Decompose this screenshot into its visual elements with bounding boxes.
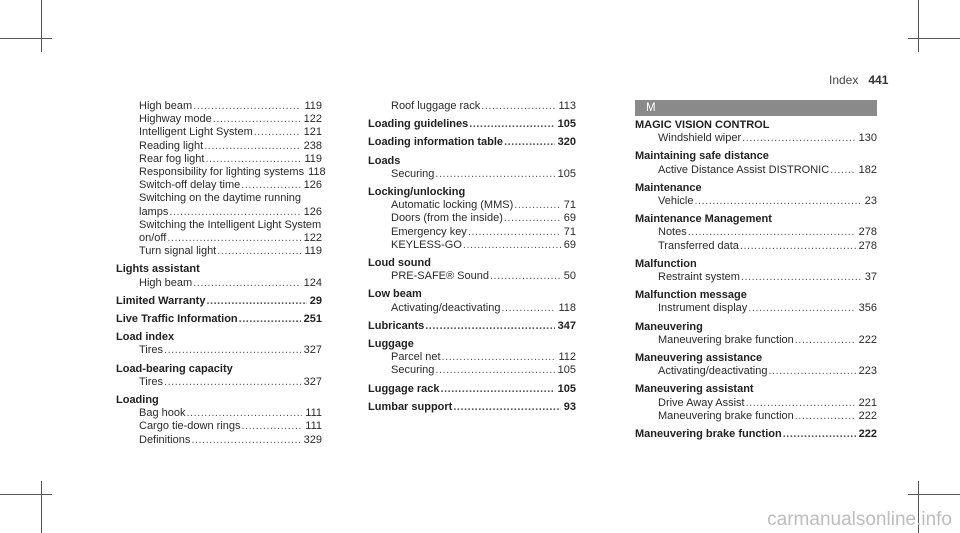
page-reference: 130 [858,132,877,145]
index-heading: Loads [368,154,401,167]
index-heading: Malfunction message [635,289,747,302]
page-reference: 118 [558,301,576,314]
index-heading: Maintenance Management [635,213,772,226]
page-reference: 50 [563,270,576,283]
crop-mark [908,494,960,495]
index-heading: Maintenance [635,181,702,194]
index-subentry[interactable] [116,245,322,258]
index-heading: Load-bearing capacity [116,362,233,375]
page-reference: 126 [303,179,322,192]
page-reference: 105 [557,167,576,180]
entry-term: Lumbar support [368,400,453,413]
dot-leader [242,420,303,433]
crop-mark [908,38,960,39]
index-subentry[interactable] [635,334,877,347]
page-number: 441 [868,73,889,87]
entry-term: Responsibility for lighting systems [139,166,305,179]
page-reference: 327 [303,375,322,388]
watermark: carmanualsonline.info [767,509,952,530]
page-reference: 356 [858,302,877,315]
dot-leader [191,434,300,447]
dot-leader [193,277,300,290]
entry-term: Loading guidelines [368,118,469,131]
entry-term: Maneuvering brake function [658,333,794,346]
dot-leader [688,226,856,239]
index-heading-entry[interactable] [116,313,322,326]
index-heading: Low beam [368,288,422,301]
entry-term: KEYLESS-GO [391,238,462,251]
dot-leader [463,239,561,252]
index-heading: Loading [116,394,159,407]
page-reference: 238 [303,139,322,152]
dot-leader [795,334,856,347]
index-heading-entry[interactable] [368,136,576,149]
entry-term: Activating/deactivating [658,365,768,378]
dot-leader [217,245,301,258]
page-reference: 105 [557,364,576,377]
dot-leader [741,271,862,284]
page-reference: 222 [858,333,877,346]
entry-term: Maneuvering brake function [658,409,794,422]
page-reference: 119 [304,152,322,165]
index-subentry[interactable] [635,132,877,145]
entry-term: Restraint system [658,271,740,284]
index-heading: Lights assistant [116,263,200,276]
dot-leader [468,226,561,239]
index-heading: Luggage [368,338,414,351]
index-subentry[interactable] [116,420,322,433]
index-subentry[interactable] [635,410,877,423]
page-reference: 124 [303,276,322,289]
entry-term: Rear fog light [139,152,205,165]
index-subentry[interactable] [116,100,322,113]
entry-term: Securing [391,364,435,377]
dot-leader [205,153,301,166]
index-heading-entry[interactable] [368,320,576,333]
page-reference: 118 [308,166,326,179]
dot-leader [740,240,856,253]
index-subentry[interactable] [635,240,877,253]
page-reference: 23 [864,195,877,208]
index-subentry[interactable] [116,126,322,139]
entry-term: Notes [658,226,687,239]
dot-leader [164,344,301,357]
entry-term: Securing [391,167,435,180]
page-reference: 223 [858,365,877,378]
index-subentry[interactable] [116,407,322,420]
page-reference: 122 [303,232,322,245]
page-reference: 37 [864,271,877,284]
page-reference: 69 [563,238,576,251]
crop-mark [918,0,919,52]
entry-term: Vehicle [658,195,694,208]
dot-leader [206,295,306,308]
index-subentry[interactable] [368,364,576,377]
page-reference: 111 [305,407,322,420]
entry-term: Tires [139,344,164,357]
entry-term: Turn signal light [139,245,217,258]
index-subentry[interactable] [368,168,576,181]
index-subentry-text: Switching on the daytime running [139,192,302,205]
page-reference: 93 [563,400,576,413]
entry-term: Luggage rack [368,382,440,395]
index-heading: Load index [116,331,175,344]
entry-term: Live Traffic Information [116,313,238,326]
dot-leader [830,164,855,177]
index-heading: Maneuvering [635,320,703,333]
dot-leader [164,376,301,389]
page-reference: 112 [558,351,576,364]
index-subentry[interactable] [368,351,576,364]
page-reference: 119 [304,245,322,258]
entry-term: Transferred data [658,239,739,252]
index-subentry[interactable] [116,140,322,153]
dot-leader [435,168,554,181]
page-reference: 320 [557,136,576,149]
index-heading-entry[interactable] [368,118,576,131]
page-reference: 119 [304,100,322,112]
crop-mark [41,481,42,533]
entry-term: Tires [139,375,164,388]
index-subentry[interactable] [116,376,322,389]
dot-leader [254,126,301,139]
page-reference: 105 [557,382,576,395]
page-reference: 221 [858,396,877,409]
dot-leader [694,195,861,208]
page-reference: 121 [303,126,322,139]
index-heading: Locking/unlocking [368,186,466,199]
entry-term: Roof luggage rack [391,100,481,112]
entry-term: High beam [139,276,193,289]
entry-term: Switch-off delay time [139,179,241,192]
page-reference: 329 [303,433,322,446]
page-reference: 278 [858,239,877,252]
dot-leader [213,113,301,126]
entry-term: Emergency key [391,225,467,238]
index-subentry[interactable] [635,397,877,410]
page-reference: 222 [858,409,877,422]
entry-term: Automatic locking (MMS) [391,199,514,212]
page-reference: 113 [558,100,576,112]
entry-term: Bag hook [139,407,186,420]
entry-term: on/off [139,232,167,245]
index-subentry[interactable] [116,232,322,245]
index-heading: Maneuvering assistance [635,352,763,365]
page-reference: 327 [303,344,322,357]
index-heading: Malfunction [635,257,697,270]
entry-term: PRE-SAFE® Sound [391,270,489,283]
crop-mark [0,38,52,39]
dot-leader [167,232,300,245]
header-label: Index [829,73,859,87]
crop-mark [0,494,52,495]
dot-leader [481,100,555,113]
index-subentry[interactable] [368,199,576,212]
index-column-2 [368,100,576,414]
section-letter-header: M [635,100,877,116]
entry-term: Definitions [139,433,191,446]
entry-term: Reading light [139,139,204,152]
dot-leader [783,428,856,441]
dot-leader [469,118,554,131]
page-header [829,73,888,87]
index-subentry[interactable] [635,195,877,208]
dot-leader [442,351,556,364]
index-subentry[interactable] [116,113,322,126]
index-subentry[interactable] [635,365,877,378]
entry-term: Maneuvering brake function [635,428,782,441]
dot-leader [504,212,561,225]
index-subentry[interactable] [116,206,322,219]
index-subentry[interactable] [368,100,576,113]
entry-term: Intelligent Light System [139,126,253,139]
index-column-3 [635,100,877,441]
entry-term: Lubricants [368,319,425,332]
entry-term: Drive Away Assist [658,396,745,409]
dot-leader [504,136,555,149]
page-reference: 126 [303,205,322,218]
entry-term: Highway mode [139,113,212,126]
entry-term: Instrument display [658,302,748,315]
entry-term: Windshield wiper [658,132,742,145]
dot-leader [514,199,560,212]
index-column-1 [116,100,326,447]
index-subentry[interactable] [368,226,576,239]
index-heading-entry[interactable] [116,295,322,308]
index-subentry[interactable] [635,302,877,315]
dot-leader [169,206,300,219]
page-reference: 251 [303,313,322,326]
page-reference: 182 [858,163,877,176]
index-heading-entry[interactable] [635,428,877,441]
entry-term: Active Distance Assist DISTRONIC [658,163,830,176]
page-reference: 71 [563,199,576,212]
entry-term: lamps [139,205,169,218]
page-reference: 222 [858,428,877,441]
entry-term: Limited Warranty [116,294,206,307]
entry-term: Loading information table [368,136,504,149]
page-reference: 122 [303,113,322,126]
index-subentry[interactable] [116,344,322,357]
page-reference: 278 [858,226,877,239]
dot-leader [441,383,555,396]
dot-leader [239,313,301,326]
index-subentry[interactable] [116,277,322,290]
entry-term: High beam [139,100,193,112]
dot-leader [435,364,554,377]
dot-leader [795,410,856,423]
entry-term: Cargo tie-down rings [139,420,241,433]
dot-leader [746,397,856,410]
dot-leader [193,100,301,113]
dot-leader [490,270,561,283]
index-heading-entry[interactable] [368,383,576,396]
dot-leader [453,401,560,414]
index-heading-entry[interactable] [368,401,576,414]
dot-leader [768,365,855,378]
index-subentry[interactable] [116,153,322,166]
index-subentry[interactable] [635,226,877,239]
index-subentry-text: Switching the Intelligent Light System [139,218,322,231]
dot-leader [241,179,300,192]
dot-leader [186,407,302,420]
index-heading: Loud sound [368,257,431,270]
dot-leader [204,140,300,153]
page-reference: 347 [557,319,576,332]
entry-term: Activating/deactivating [391,301,501,314]
index-subentry[interactable] [368,239,576,252]
index-subentry[interactable] [368,270,576,283]
page-reference: 71 [563,225,576,238]
index-subentry[interactable] [116,179,322,192]
index-heading: MAGIC VISION CONTROL [635,119,770,131]
index-heading: Maintaining safe distance [635,150,769,163]
entry-term: Parcel net [391,351,441,364]
dot-leader [742,132,855,145]
page-reference: 105 [557,118,576,131]
index-subentry[interactable] [368,212,576,225]
index-subentry[interactable] [368,302,576,315]
entry-term: Doors (from the inside) [391,212,503,225]
index-subentry[interactable] [116,434,322,447]
page-reference: 69 [563,212,576,225]
page-reference: 111 [305,420,322,433]
index-subentry[interactable] [635,271,877,284]
dot-leader [748,302,855,315]
dot-leader [501,302,555,315]
index-subentry[interactable] [635,164,877,177]
index-subentry[interactable] [116,166,326,179]
index-heading: Maneuvering assistant [635,383,754,396]
crop-mark [41,0,42,52]
page-reference: 29 [309,294,322,307]
dot-leader [425,320,554,333]
